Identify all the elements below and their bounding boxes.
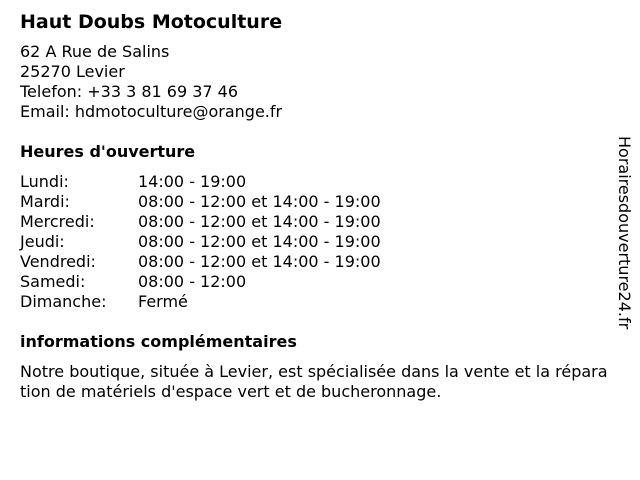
address-city: 25270 Levier bbox=[20, 62, 125, 81]
hours-row bbox=[20, 192, 610, 212]
hours-row bbox=[20, 252, 610, 272]
hours-day: Mardi: bbox=[20, 192, 70, 211]
hours-day: Dimanche: bbox=[20, 292, 107, 311]
hours-time: 08:00 - 12:00 et 14:00 - 19:00 bbox=[138, 192, 381, 211]
hours-heading: Heures d'ouverture bbox=[20, 142, 196, 161]
hours-row bbox=[20, 292, 610, 312]
hours-time: 08:00 - 12:00 bbox=[138, 272, 247, 291]
hours-row bbox=[20, 232, 610, 252]
address-street: 62 A Rue de Salins bbox=[20, 42, 170, 61]
hours-day: Lundi: bbox=[20, 172, 69, 191]
business-card bbox=[20, 10, 610, 402]
hours-row bbox=[20, 172, 610, 192]
hours-day: Samedi: bbox=[20, 272, 86, 291]
hours-time: 08:00 - 12:00 et 14:00 - 19:00 bbox=[138, 212, 381, 231]
hours-day: Mercredi: bbox=[20, 212, 95, 231]
hours-row bbox=[20, 212, 610, 232]
side-watermark-text: Horairesdouverture24.fr bbox=[615, 136, 634, 330]
info-description: Notre boutique, située à Levier, est spécialisée dans la vente et la réparation de matériels d'espace vert et de bucheronnage. bbox=[20, 362, 608, 401]
hours-time: Fermé bbox=[138, 292, 188, 311]
hours-time: 08:00 - 12:00 et 14:00 - 19:00 bbox=[138, 232, 381, 251]
hours-time: 14:00 - 19:00 bbox=[138, 172, 247, 191]
hours-row bbox=[20, 272, 610, 292]
hours-day: Jeudi: bbox=[20, 232, 65, 251]
email-line: Email: hdmotoculture@orange.fr bbox=[20, 102, 283, 121]
info-heading: informations complémentaires bbox=[20, 332, 297, 351]
hours-time: 08:00 - 12:00 et 14:00 - 19:00 bbox=[138, 252, 381, 271]
business-name: Haut Doubs Motoculture bbox=[20, 11, 283, 33]
hours-day: Vendredi: bbox=[20, 252, 96, 271]
phone-line: Telefon: +33 3 81 69 37 46 bbox=[20, 82, 239, 101]
hours-table bbox=[20, 172, 610, 312]
